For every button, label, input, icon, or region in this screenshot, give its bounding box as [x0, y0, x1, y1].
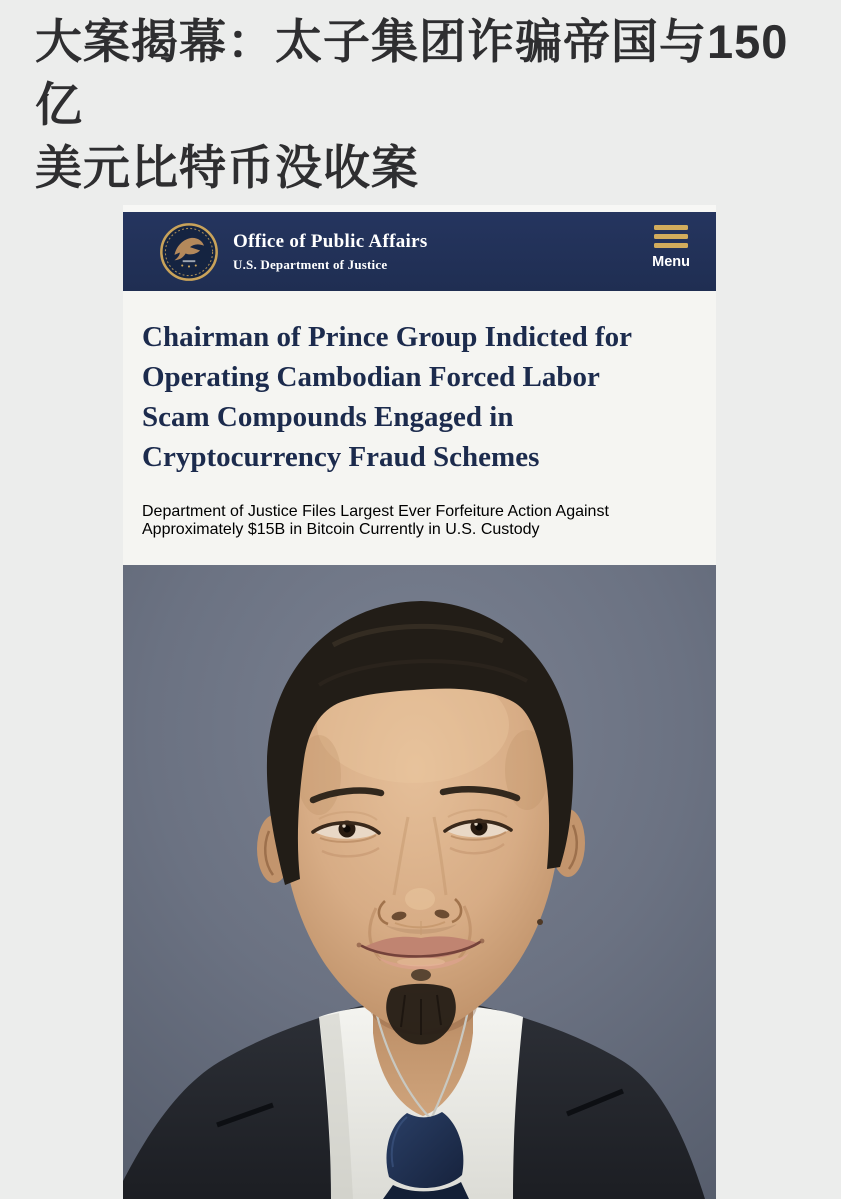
doj-page-top-strip	[123, 205, 716, 212]
portrait-man-illustration	[123, 565, 716, 1199]
article-headline	[35, 10, 809, 199]
menu-button[interactable]	[652, 225, 690, 270]
headline-line-4: Cryptocurrency Fraud Schemes	[142, 441, 540, 473]
doj-office-title: Office of Public Affairs	[233, 230, 428, 252]
doj-header-text	[233, 231, 428, 273]
press-release-headline	[142, 317, 702, 477]
menu-label: Menu	[652, 254, 690, 270]
portrait-photo	[123, 565, 716, 1199]
article-headline-line-2: 美元比特币没收案	[35, 141, 419, 194]
subheadline-line-1: Department of Justice Files Largest Ever Forfeiture Action Against	[142, 503, 609, 520]
doj-header	[123, 212, 716, 291]
headline-line-2: Operating Cambodian Forced Labor	[142, 361, 600, 393]
article-headline-line-1: 大案揭幕：太子集团诈骗帝国与150亿	[35, 15, 789, 131]
headline-line-3: Scam Compounds Engaged in	[142, 401, 514, 433]
doj-department-subtitle: U.S. Department of Justice	[233, 256, 388, 272]
doj-screenshot-card	[123, 205, 716, 1199]
doj-seal-icon[interactable]	[160, 223, 218, 281]
subheadline-line-2: Approximately $15B in Bitcoin Currently in U.S. Custody	[142, 521, 540, 538]
hamburger-icon	[654, 225, 688, 252]
headline-line-1: Chairman of Prince Group Indicted for	[142, 321, 633, 353]
press-release-content	[123, 291, 716, 539]
